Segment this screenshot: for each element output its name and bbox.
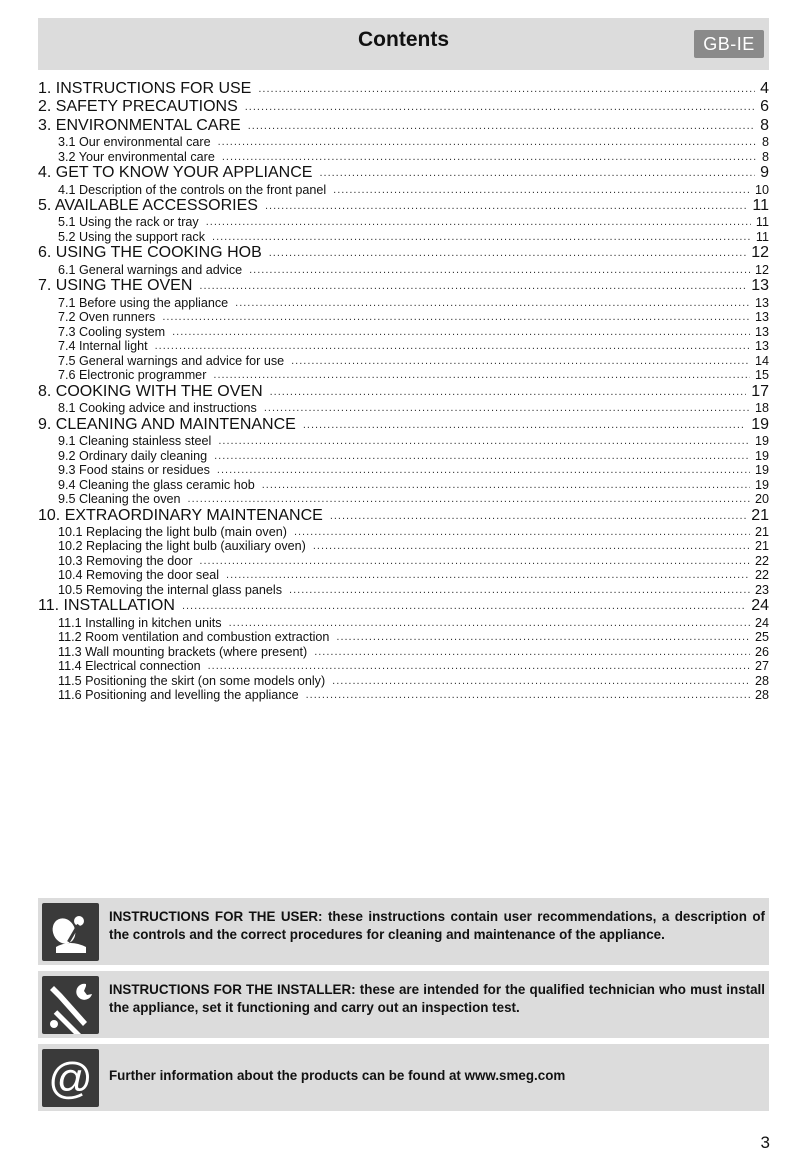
toc-entry-title: 8.1 Cooking advice and instructions bbox=[58, 401, 257, 416]
toc-subsection bbox=[38, 630, 769, 645]
toc-page-number: 10 bbox=[754, 182, 769, 197]
dot-leader bbox=[218, 434, 750, 449]
toc-page-number: 18 bbox=[754, 401, 769, 416]
svg-text:@: @ bbox=[48, 1054, 93, 1103]
language-badge: GB-IE bbox=[694, 30, 764, 58]
toc-section bbox=[38, 80, 769, 98]
toc-subsection bbox=[38, 310, 769, 325]
toc-entry-title: 6.1 General warnings and advice bbox=[58, 262, 243, 277]
toc-section bbox=[38, 98, 769, 116]
toc-page-number: 13 bbox=[751, 277, 769, 295]
toc-entry-title: 7. USING THE OVEN bbox=[38, 277, 193, 295]
dot-leader bbox=[199, 554, 750, 569]
dot-leader bbox=[229, 616, 750, 631]
dot-leader bbox=[294, 525, 750, 540]
toc-entry-title: 11. INSTALLATION bbox=[38, 597, 175, 615]
page-number: 3 bbox=[760, 1133, 770, 1152]
toc-page-number: 19 bbox=[754, 434, 769, 449]
toc-subsection bbox=[38, 183, 769, 198]
toc-entry-title: 9.5 Cleaning the oven bbox=[58, 492, 181, 507]
dot-leader bbox=[214, 449, 750, 464]
toc-entry-title: 7.3 Cooling system bbox=[58, 324, 166, 339]
toc-entry-title: 11.1 Installing in kitchen units bbox=[58, 615, 222, 630]
toc-page-number: 8 bbox=[761, 149, 769, 164]
toc-page-number: 8 bbox=[760, 116, 769, 134]
toc-entry-title: 10.4 Removing the door seal bbox=[58, 568, 220, 583]
dot-leader bbox=[336, 630, 750, 645]
toc-subsection bbox=[38, 492, 769, 507]
toc-entry-title: 3.2 Your environmental care bbox=[58, 149, 215, 164]
user-info-box bbox=[38, 898, 769, 965]
toc-subsection bbox=[38, 150, 769, 165]
toc-section bbox=[38, 117, 769, 135]
toc-page-number: 22 bbox=[754, 568, 769, 583]
dot-leader bbox=[270, 383, 747, 401]
toc-entry-title: 5. AVAILABLE ACCESSORIES bbox=[38, 197, 258, 215]
dot-leader bbox=[248, 117, 755, 135]
dot-leader bbox=[314, 645, 750, 660]
toc-page-number: 13 bbox=[754, 310, 769, 325]
toc-subsection bbox=[38, 263, 769, 278]
toc-section bbox=[38, 383, 769, 401]
dot-leader bbox=[213, 368, 750, 383]
toc-page-number: 8 bbox=[761, 135, 769, 150]
toc-entry-title: 7.6 Electronic programmer bbox=[58, 368, 207, 383]
dot-leader bbox=[155, 339, 750, 354]
dot-leader bbox=[172, 325, 750, 340]
toc-subsection bbox=[38, 325, 769, 340]
toc-page-number: 28 bbox=[754, 673, 769, 688]
dot-leader bbox=[226, 568, 750, 583]
dot-leader bbox=[313, 539, 750, 554]
toc-page-number: 19 bbox=[754, 463, 769, 478]
toc-entry-title: 11.3 Wall mounting brackets (where present) bbox=[58, 644, 308, 659]
dot-leader bbox=[332, 674, 750, 689]
web-info-text: Further information about the products can be found at www.smeg.com bbox=[109, 1068, 566, 1083]
toc-entry-title: 9. CLEANING AND MAINTENANCE bbox=[38, 415, 296, 433]
toc-subsection bbox=[38, 339, 769, 354]
table-of-contents bbox=[38, 80, 769, 703]
toc-page-number: 26 bbox=[754, 644, 769, 659]
toc-entry-title: 9.4 Cleaning the glass ceramic hob bbox=[58, 477, 255, 492]
dot-leader bbox=[303, 416, 746, 434]
dot-leader bbox=[206, 215, 751, 230]
toc-entry-title: 11.5 Positioning the skirt (on some models only) bbox=[58, 673, 326, 688]
toc-entry-title: 3.1 Our environmental care bbox=[58, 135, 211, 150]
toc-page-number: 12 bbox=[754, 262, 769, 277]
toc-page-number: 9 bbox=[760, 164, 769, 182]
toc-page-number: 6 bbox=[760, 98, 769, 116]
toc-page-number: 11 bbox=[755, 215, 769, 230]
dot-leader bbox=[212, 230, 751, 245]
toc-entry-title: 11.2 Room ventilation and combustion extraction bbox=[58, 630, 330, 645]
dot-leader bbox=[249, 263, 750, 278]
toc-entry-title: 2. SAFETY PRECAUTIONS bbox=[38, 98, 238, 116]
toc-page-number: 13 bbox=[754, 339, 769, 354]
dot-leader bbox=[319, 164, 755, 182]
dot-leader bbox=[269, 244, 746, 262]
toc-entry-title: 11.6 Positioning and levelling the appliance bbox=[58, 688, 299, 703]
toc-entry-title: 6. USING THE COOKING HOB bbox=[38, 244, 262, 262]
toc-entry-title: 10. EXTRAORDINARY MAINTENANCE bbox=[38, 506, 323, 524]
toc-page-number: 28 bbox=[754, 688, 769, 703]
toc-subsection bbox=[38, 463, 769, 478]
dot-leader bbox=[222, 150, 757, 165]
toc-page-number: 13 bbox=[754, 324, 769, 339]
toc-subsection bbox=[38, 215, 769, 230]
dot-leader bbox=[289, 583, 750, 598]
toc-subsection bbox=[38, 539, 769, 554]
dot-leader bbox=[188, 492, 750, 507]
dot-leader bbox=[262, 478, 750, 493]
web-info-box bbox=[38, 1044, 769, 1111]
toc-page-number: 12 bbox=[751, 244, 769, 262]
dot-leader bbox=[182, 597, 746, 615]
toc-entry-title: 8. COOKING WITH THE OVEN bbox=[38, 382, 263, 400]
dot-leader bbox=[265, 197, 747, 215]
dot-leader bbox=[306, 688, 750, 703]
installer-instructions-text: INSTRUCTIONS FOR THE INSTALLER: these are intended for the qualified technician who must install the appliance, set it functioning and carry out an inspection test. bbox=[109, 982, 765, 1015]
toc-subsection bbox=[38, 354, 769, 369]
toc-section bbox=[38, 416, 769, 434]
dot-leader bbox=[245, 98, 755, 116]
toc-section bbox=[38, 197, 769, 215]
toc-subsection bbox=[38, 659, 769, 674]
dot-leader bbox=[162, 310, 750, 325]
toc-section bbox=[38, 507, 769, 525]
user-instructions-text: INSTRUCTIONS FOR THE USER: these instructions contain user recommendations, a description of the controls and the correct procedures for cleaning and maintenance of the appliance. bbox=[109, 909, 765, 942]
toc-page-number: 24 bbox=[754, 615, 769, 630]
dot-leader bbox=[330, 507, 746, 525]
toc-entry-title: 7.1 Before using the appliance bbox=[58, 295, 229, 310]
page-title: Contents bbox=[358, 28, 449, 51]
toc-entry-title: 5.1 Using the rack or tray bbox=[58, 215, 199, 230]
toc-page-number: 19 bbox=[754, 448, 769, 463]
toc-page-number: 15 bbox=[754, 368, 769, 383]
toc-entry-title: 9.3 Food stains or residues bbox=[58, 463, 210, 478]
dot-leader bbox=[291, 354, 750, 369]
dot-leader bbox=[199, 277, 746, 295]
toc-section bbox=[38, 597, 769, 615]
toc-page-number: 20 bbox=[754, 492, 769, 507]
dot-leader bbox=[208, 659, 750, 674]
toc-subsection bbox=[38, 688, 769, 703]
toc-page-number: 25 bbox=[754, 630, 769, 645]
toc-section bbox=[38, 164, 769, 182]
toc-entry-title: 1. INSTRUCTIONS FOR USE bbox=[38, 80, 252, 97]
at-icon bbox=[42, 1049, 99, 1107]
toc-page-number: 4 bbox=[760, 80, 769, 97]
toc-page-number: 21 bbox=[754, 524, 769, 539]
toc-page-number: 17 bbox=[751, 382, 769, 400]
toc-page-number: 21 bbox=[754, 539, 769, 554]
toc-subsection bbox=[38, 296, 769, 311]
toc-subsection bbox=[38, 449, 769, 464]
toc-subsection bbox=[38, 616, 769, 631]
toc-subsection bbox=[38, 583, 769, 598]
toc-section bbox=[38, 244, 769, 262]
toc-page-number: 19 bbox=[754, 477, 769, 492]
toc-subsection bbox=[38, 568, 769, 583]
toc-page-number: 13 bbox=[754, 295, 769, 310]
toc-page-number: 27 bbox=[754, 659, 769, 674]
dot-leader bbox=[264, 401, 750, 416]
toc-entry-title: 4.1 Description of the controls on the front panel bbox=[58, 182, 327, 197]
toc-entry-title: 10.5 Removing the internal glass panels bbox=[58, 582, 283, 597]
toc-entry-title: 7.4 Internal light bbox=[58, 339, 148, 354]
toc-page-number: 11 bbox=[755, 229, 769, 244]
toc-subsection bbox=[38, 434, 769, 449]
toc-page-number: 11 bbox=[752, 197, 769, 215]
toc-entry-title: 9.2 Ordinary daily cleaning bbox=[58, 448, 208, 463]
toc-entry-title: 11.4 Electrical connection bbox=[58, 659, 201, 674]
toc-page-number: 14 bbox=[754, 353, 769, 368]
contents-header bbox=[38, 18, 769, 70]
dot-leader bbox=[258, 80, 755, 98]
toc-section bbox=[38, 277, 769, 295]
toc-subsection bbox=[38, 525, 769, 540]
chef-icon bbox=[42, 903, 99, 961]
toc-page-number: 24 bbox=[751, 597, 769, 615]
toc-entry-title: 9.1 Cleaning stainless steel bbox=[58, 434, 212, 449]
toc-subsection bbox=[38, 135, 769, 150]
toc-entry-title: 5.2 Using the support rack bbox=[58, 229, 206, 244]
toc-entry-title: 10.1 Replacing the light bulb (main oven) bbox=[58, 524, 287, 539]
toc-subsection bbox=[38, 401, 769, 416]
toc-entry-title: 10.3 Removing the door bbox=[58, 553, 193, 568]
toc-subsection bbox=[38, 230, 769, 245]
tools-icon bbox=[42, 976, 99, 1034]
dot-leader bbox=[217, 463, 750, 478]
installer-info-box bbox=[38, 971, 769, 1038]
toc-page-number: 19 bbox=[751, 415, 769, 433]
dot-leader bbox=[235, 296, 750, 311]
toc-entry-title: 10.2 Replacing the light bulb (auxiliary oven) bbox=[58, 539, 306, 554]
toc-page-number: 21 bbox=[751, 506, 769, 524]
toc-subsection bbox=[38, 645, 769, 660]
toc-entry-title: 7.2 Oven runners bbox=[58, 310, 156, 325]
toc-entry-title: 7.5 General warnings and advice for use bbox=[58, 353, 285, 368]
toc-subsection bbox=[38, 674, 769, 689]
dot-leader bbox=[333, 183, 750, 198]
toc-subsection bbox=[38, 478, 769, 493]
toc-subsection bbox=[38, 554, 769, 569]
dot-leader bbox=[218, 135, 757, 150]
toc-entry-title: 4. GET TO KNOW YOUR APPLIANCE bbox=[38, 164, 313, 182]
toc-subsection bbox=[38, 368, 769, 383]
toc-page-number: 22 bbox=[754, 553, 769, 568]
toc-entry-title: 3. ENVIRONMENTAL CARE bbox=[38, 116, 241, 134]
toc-page-number: 23 bbox=[754, 582, 769, 597]
